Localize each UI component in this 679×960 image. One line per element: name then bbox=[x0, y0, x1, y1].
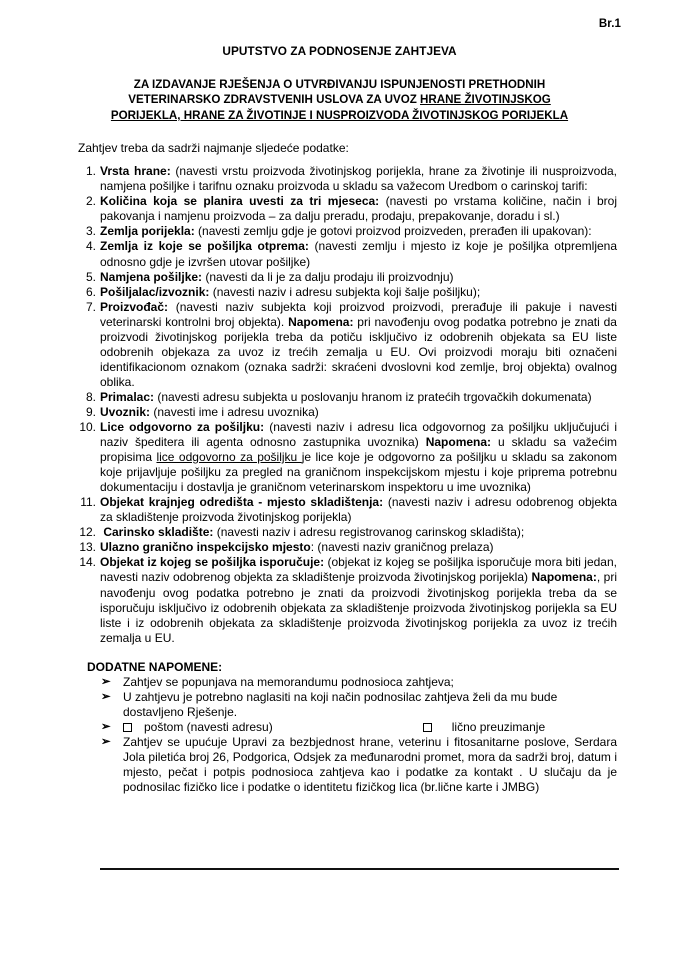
item-term: Primalac: bbox=[100, 389, 155, 404]
checkbox-pickup[interactable] bbox=[423, 723, 432, 732]
list-item bbox=[79, 540, 617, 555]
item-text: (navesti naziv i adresu subjekta koji šalje pošiljku); bbox=[209, 284, 481, 299]
item-number: 2. bbox=[85, 194, 96, 209]
subtitle-line-1: ZA IZDAVANJE RJEŠENJA O UTVRĐIVANJU ISPUNJENOSTI PRETHODNIH bbox=[133, 78, 546, 91]
item-number: 14. bbox=[79, 555, 96, 570]
item-term: Objekat iz kojeg se pošiljka isporučuje: bbox=[100, 555, 325, 570]
item-text: (navesti naziv subjekta koji proizvod proizvodi, prerađuje ili pakuje i navesti veterinarski kontrolni broj objekta). bbox=[100, 299, 617, 329]
note-text: Zahtjev se popunjava na memorandumu podnosioca zahtjeva; bbox=[123, 674, 454, 689]
item-text: (navesti da li je za dalju prodaju ili proizvodnju) bbox=[202, 269, 454, 284]
item-number: 5. bbox=[85, 269, 96, 284]
item-number: 13. bbox=[79, 540, 96, 555]
item-number: 11. bbox=[80, 495, 96, 510]
item-note-text: , pri navođenju ovog podatka potrebno je znati da proizvodi životinjskog porijekla treba da se isporučuju isključivo iz odobrenih objekata za skladištenje proizvoda životinjskog porijekla sa EU liste i iz odobrenih objekata za skladištenje proizvoda životinjskog porijekla za uvoz iz trećih zemalja u EU. bbox=[100, 570, 617, 645]
list-item bbox=[79, 525, 617, 540]
item-note-term: Napomena: bbox=[425, 435, 492, 450]
item-text: (navesti po vrstama količine, način i broj pakovanja i namjenu proizvoda – za dalju preradu, prodaju, prepakovanje, doradu i sl.) bbox=[100, 194, 617, 224]
checkbox-postal-label: poštom (navesti adresu) bbox=[144, 719, 273, 734]
note-item bbox=[101, 689, 617, 720]
subtitle-line-2-plain: VETERINARSKO ZDRAVSTVENIH USLOVA ZA UVOZ bbox=[128, 93, 421, 107]
item-text: (navesti naziv i adresu odobrenog objekta za skladištenje proizvoda životinjskog porijekla) bbox=[100, 495, 617, 525]
requirements-list bbox=[0, 164, 679, 646]
arrow-bullet-icon: ➢ bbox=[101, 690, 111, 703]
item-term: Ulazno granično inspekcijsko mjesto bbox=[100, 540, 311, 555]
item-number: 6. bbox=[85, 284, 96, 299]
item-text: (navesti ime i adresu uvoznika) bbox=[150, 404, 319, 419]
item-term: Uvoznik: bbox=[100, 404, 151, 419]
note-item bbox=[101, 674, 617, 690]
list-item bbox=[85, 194, 617, 224]
page-title: UPUTSTVO ZA PODNOSENJE ZAHTJEVA bbox=[222, 44, 457, 58]
item-number: 9. bbox=[85, 404, 96, 419]
list-item bbox=[79, 555, 617, 645]
title-block bbox=[0, 0, 679, 58]
item-note-term: Napomena: bbox=[288, 314, 354, 329]
subtitle-line-3 bbox=[74, 108, 605, 123]
list-item bbox=[85, 404, 617, 420]
additional-notes-list bbox=[0, 675, 679, 795]
item-term: Proizvođač: bbox=[100, 299, 169, 314]
subtitle-line-2-underlined: HRANE ŽIVOTINJSKOG bbox=[420, 93, 551, 107]
item-note-text: u skladu sa važećim propisima bbox=[100, 435, 618, 465]
arrow-bullet-icon: ➢ bbox=[101, 675, 111, 688]
item-term: Carinsko skladište: bbox=[103, 525, 214, 540]
item-number: 8. bbox=[85, 389, 96, 404]
list-item bbox=[85, 299, 617, 390]
list-item bbox=[85, 269, 617, 285]
list-item bbox=[79, 420, 618, 495]
additional-notes-heading: DODATNE NAPOMENE: bbox=[87, 659, 223, 674]
item-note-text: pri navođenju ovog podatka potrebno je znati da proizvodi životinjskog porijekla treba da potiču isključivo iz odobrenih objekata sa EU liste odobrenih objekaza za uvoz iz trećih zemalja u EU. Ovi proizvodi moraju biti označeni identifikacionom oznakom (oznaka sadrži: skraćeni dvoslovni kod zemlje, broj objekta) ovalnog oblika. bbox=[100, 314, 617, 389]
footer-divider bbox=[100, 868, 619, 870]
item-number: 3. bbox=[85, 224, 96, 239]
checkbox-postal[interactable] bbox=[123, 723, 132, 732]
item-text: (navesti naziv i adresu registrovanog carinskog skladišta); bbox=[213, 525, 525, 540]
item-number: 10. bbox=[79, 420, 96, 435]
delivery-options-row bbox=[123, 720, 617, 735]
list-item bbox=[85, 224, 617, 239]
item-note-text-cont: je lice koje je odgovorno za pošiljku u skladu sa zakonom koje prijavljuje pošiljku za pregled na graničnom inspekcijskom mjestu i koje priprema potrebnu dokumentaciju i dostavlja je graničnom veterinarskom inspektoru u ime uvoznika) bbox=[100, 450, 618, 495]
item-underlined-text: lice odgovorno za pošiljku bbox=[156, 450, 302, 465]
note-text: U zahtjevu je potrebno naglasiti na koji način podnosilac zahtjeva želi da mu bude dostavljeno Rješenje. bbox=[123, 689, 558, 719]
document-number: Br.1 bbox=[598, 18, 621, 30]
item-text: (objekat iz kojeg se pošiljka isporučuje mora biti jedan, navesti naziv odobrenog objekta za skladištenje proizvoda životinjskog porijekla) bbox=[100, 555, 617, 585]
item-term: Količina koja se planira uvesti za tri mjeseca: bbox=[100, 194, 380, 209]
item-term: Lice odgovorno za pošiljku: bbox=[100, 420, 265, 435]
list-item bbox=[85, 164, 618, 194]
list-item bbox=[80, 495, 617, 525]
list-item bbox=[85, 239, 618, 269]
note-text: Zahtjev se upućuje Upravi za bezbjednost hrane, veterinu i fitosanitarne poslove, Serdara Jola piletića broj 26, Podgorica, Odsjek za međunarodni promet, mora da sadrži broj, datum i mjesto, pečat i potpis podnosioca zahtjeva kao i podatke za kontakt . U slučaju da je podnosilac fizičko lice i podatke o identitetu fizičkog lica (br.lične karte i JMBG) bbox=[123, 734, 617, 795]
item-number: 4. bbox=[85, 239, 96, 254]
item-note-term: Napomena: bbox=[531, 570, 597, 585]
checkbox-pickup-label: lično preuzimanje bbox=[451, 719, 546, 734]
item-text: (navesti naziv i adresu lica odgovornog za pošiljku uključujući i naziv špeditera ili agenta odnosno zastupnika uvoznika) bbox=[100, 420, 617, 450]
item-term: Namjena pošiljke: bbox=[100, 269, 203, 284]
item-term: Objekat krajnjeg odredišta - mjesto skladištenja: bbox=[100, 495, 384, 510]
list-item bbox=[85, 389, 617, 405]
item-text: (navesti vrstu proizvoda životinjskog porijekla, hrane za životinje ili nusproizvoda, namjena pošiljke i tarifnu oznaku proizvoda u skladu sa važecom Uredbom o carinskoj tarifi: bbox=[100, 164, 618, 194]
item-number: 12. bbox=[79, 525, 96, 540]
item-text: (navesti zemlju gdje je gotovi proizvod proizveden, prerađen ili upakovan): bbox=[194, 224, 592, 239]
note-item-final bbox=[101, 734, 617, 795]
item-term: Zemlja iz koje se pošiljka otprema: bbox=[100, 239, 309, 254]
subtitle-line-2 bbox=[74, 92, 605, 107]
note-item-delivery-options bbox=[101, 719, 617, 735]
document-subtitle bbox=[0, 77, 679, 123]
item-term: Zemlja porijekla: bbox=[100, 224, 195, 239]
item-term: Pošiljalac/izvoznik: bbox=[100, 284, 210, 299]
item-text: (navesti adresu subjekta u poslovanju hranom iz pratećih trgovačkih dokumenata) bbox=[154, 389, 592, 404]
item-text: : (navesti naziv graničnog prelaza) bbox=[310, 540, 494, 555]
arrow-bullet-icon: ➢ bbox=[101, 720, 111, 733]
item-number: 7. bbox=[85, 299, 96, 314]
subtitle-line-3-underlined: PORIJEKLA, HRANE ZA ŽIVOTINJE I NUSPROIZVODA ŽIVOTINJSKOG PORIJEKLA bbox=[110, 108, 569, 122]
list-item bbox=[85, 284, 617, 300]
intro-paragraph: Zahtjev treba da sadrži najmanje sljedeće podatke: bbox=[78, 141, 349, 156]
item-text: (navesti zemlju i mjesto iz koje je pošiljka otpremljena odnosno gdje je izvršen utovar pošiljke) bbox=[100, 239, 618, 269]
arrow-bullet-icon: ➢ bbox=[101, 735, 111, 748]
item-term: Vrsta hrane: bbox=[100, 164, 171, 179]
item-number: 1. bbox=[85, 164, 96, 179]
